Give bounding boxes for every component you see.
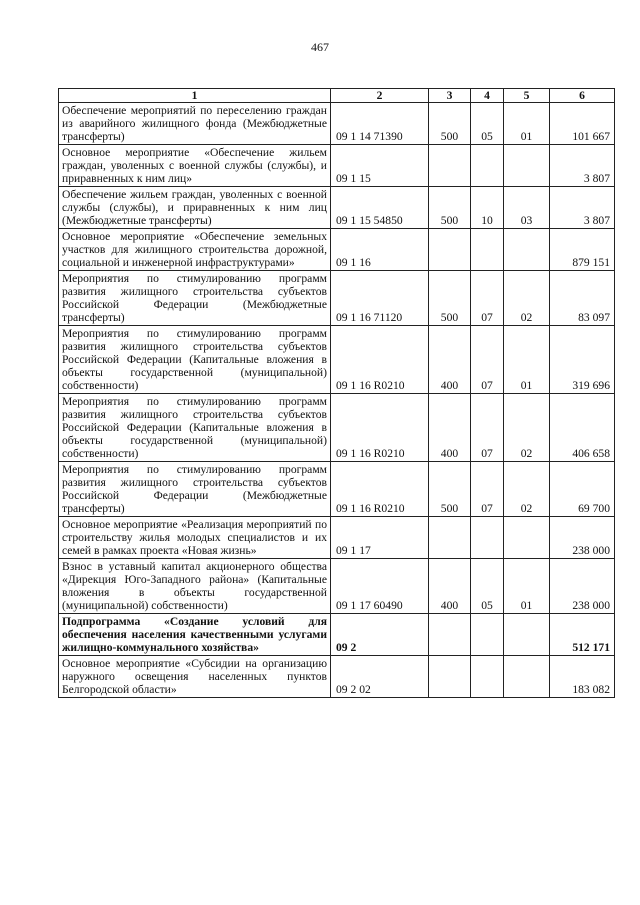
row-name: Мероприятия по стимулированию программ развития жилищного строительства субъектов Российской Федерации (Межбюджетные трансферты) (59, 271, 331, 326)
row-name: Обеспечение жильем граждан, уволенных с военной службы (службы), и приравненных к ним лиц (Межбюджетные трансферты) (59, 187, 331, 229)
row-col-3: 500 (429, 271, 471, 326)
row-code: 09 1 16 R0210 (331, 462, 429, 517)
row-col-5 (504, 614, 550, 656)
row-col-5: 01 (504, 103, 550, 145)
row-col-4: 07 (471, 271, 504, 326)
header-row (59, 89, 615, 103)
row-name: Мероприятия по стимулированию программ развития жилищного строительства субъектов Российской Федерации (Межбюджетные трансферты) (59, 462, 331, 517)
table-row (59, 462, 615, 517)
row-col-5: 03 (504, 187, 550, 229)
table-row (59, 656, 615, 698)
row-col-5 (504, 145, 550, 187)
header-col-2: 2 (331, 89, 429, 103)
table-row (59, 517, 615, 559)
row-col-3: 400 (429, 559, 471, 614)
row-col-4 (471, 145, 504, 187)
row-code: 09 2 02 (331, 656, 429, 698)
row-col-3: 400 (429, 394, 471, 462)
row-col-5: 01 (504, 559, 550, 614)
row-amount: 406 658 (550, 394, 615, 462)
row-amount: 69 700 (550, 462, 615, 517)
row-code: 09 1 16 71120 (331, 271, 429, 326)
row-code: 09 1 16 R0210 (331, 394, 429, 462)
row-amount: 183 082 (550, 656, 615, 698)
table-row (59, 271, 615, 326)
row-col-4: 07 (471, 394, 504, 462)
row-name: Основное мероприятие «Обеспечение жильем граждан, уволенных с военной службы (службы), и приравненных к ним лиц» (59, 145, 331, 187)
row-name: Мероприятия по стимулированию программ развития жилищного строительства субъектов Российской Федерации (Капитальные вложения в объекты государственной (муниципальной) собственности) (59, 394, 331, 462)
row-col-3: 500 (429, 187, 471, 229)
row-code: 09 1 14 71390 (331, 103, 429, 145)
row-amount: 879 151 (550, 229, 615, 271)
header-col-1: 1 (59, 89, 331, 103)
row-col-3: 500 (429, 462, 471, 517)
table-row (59, 145, 615, 187)
row-code: 09 2 (331, 614, 429, 656)
row-amount: 512 171 (550, 614, 615, 656)
header-col-4: 4 (471, 89, 504, 103)
row-col-5 (504, 517, 550, 559)
header-col-5: 5 (504, 89, 550, 103)
row-col-3 (429, 614, 471, 656)
row-amount: 101 667 (550, 103, 615, 145)
row-amount: 83 097 (550, 271, 615, 326)
table-row (59, 326, 615, 394)
row-code: 09 1 17 60490 (331, 559, 429, 614)
budget-table (58, 88, 615, 698)
row-col-5: 02 (504, 271, 550, 326)
row-name: Подпрограмма «Создание условий для обеспечения населения качественными услугами жилищно-коммунального хозяйства» (59, 614, 331, 656)
row-code: 09 1 15 54850 (331, 187, 429, 229)
row-col-5 (504, 656, 550, 698)
row-col-5: 01 (504, 326, 550, 394)
row-col-3 (429, 517, 471, 559)
row-col-4: 07 (471, 462, 504, 517)
header-col-3: 3 (429, 89, 471, 103)
row-col-5: 02 (504, 394, 550, 462)
row-col-5 (504, 229, 550, 271)
row-col-4: 10 (471, 187, 504, 229)
row-col-3: 400 (429, 326, 471, 394)
table-row (59, 103, 615, 145)
row-amount: 3 807 (550, 145, 615, 187)
table-row (59, 559, 615, 614)
row-col-4 (471, 517, 504, 559)
row-amount: 238 000 (550, 517, 615, 559)
row-name: Обеспечение мероприятий по переселению граждан из аварийного жилищного фонда (Межбюджетные трансферты) (59, 103, 331, 145)
row-code: 09 1 16 R0210 (331, 326, 429, 394)
header-col-6: 6 (550, 89, 615, 103)
table-row (59, 614, 615, 656)
table-row (59, 229, 615, 271)
table-row (59, 394, 615, 462)
row-col-3 (429, 656, 471, 698)
row-amount: 238 000 (550, 559, 615, 614)
table-row (59, 187, 615, 229)
row-col-4: 05 (471, 103, 504, 145)
row-name: Основное мероприятие «Реализация мероприятий по строительству жилья молодых специалистов и их семей в рамках проекта «Новая жизнь» (59, 517, 331, 559)
row-col-3 (429, 145, 471, 187)
row-col-5: 02 (504, 462, 550, 517)
row-name: Мероприятия по стимулированию программ развития жилищного строительства субъектов Российской Федерации (Капитальные вложения в объекты государственной (муниципальной) собственности) (59, 326, 331, 394)
row-code: 09 1 17 (331, 517, 429, 559)
row-code: 09 1 15 (331, 145, 429, 187)
row-col-4 (471, 614, 504, 656)
row-col-3 (429, 229, 471, 271)
row-col-3: 500 (429, 103, 471, 145)
row-col-4: 05 (471, 559, 504, 614)
row-col-4 (471, 229, 504, 271)
page-number: 467 (311, 40, 329, 54)
row-amount: 3 807 (550, 187, 615, 229)
row-amount: 319 696 (550, 326, 615, 394)
row-name: Взнос в уставный капитал акционерного общества «Дирекция Юго-Западного района» (Капитальные вложения в объекты государственной (муниципальной) собственности) (59, 559, 331, 614)
row-code: 09 1 16 (331, 229, 429, 271)
row-col-4 (471, 656, 504, 698)
row-name: Основное мероприятие «Обеспечение земельных участков для жилищного строительства дорожной, социальной и инженерной инфраструктурами» (59, 229, 331, 271)
row-col-4: 07 (471, 326, 504, 394)
row-name: Основное мероприятие «Субсидии на организацию наружного освещения населенных пунктов Белгородской области» (59, 656, 331, 698)
